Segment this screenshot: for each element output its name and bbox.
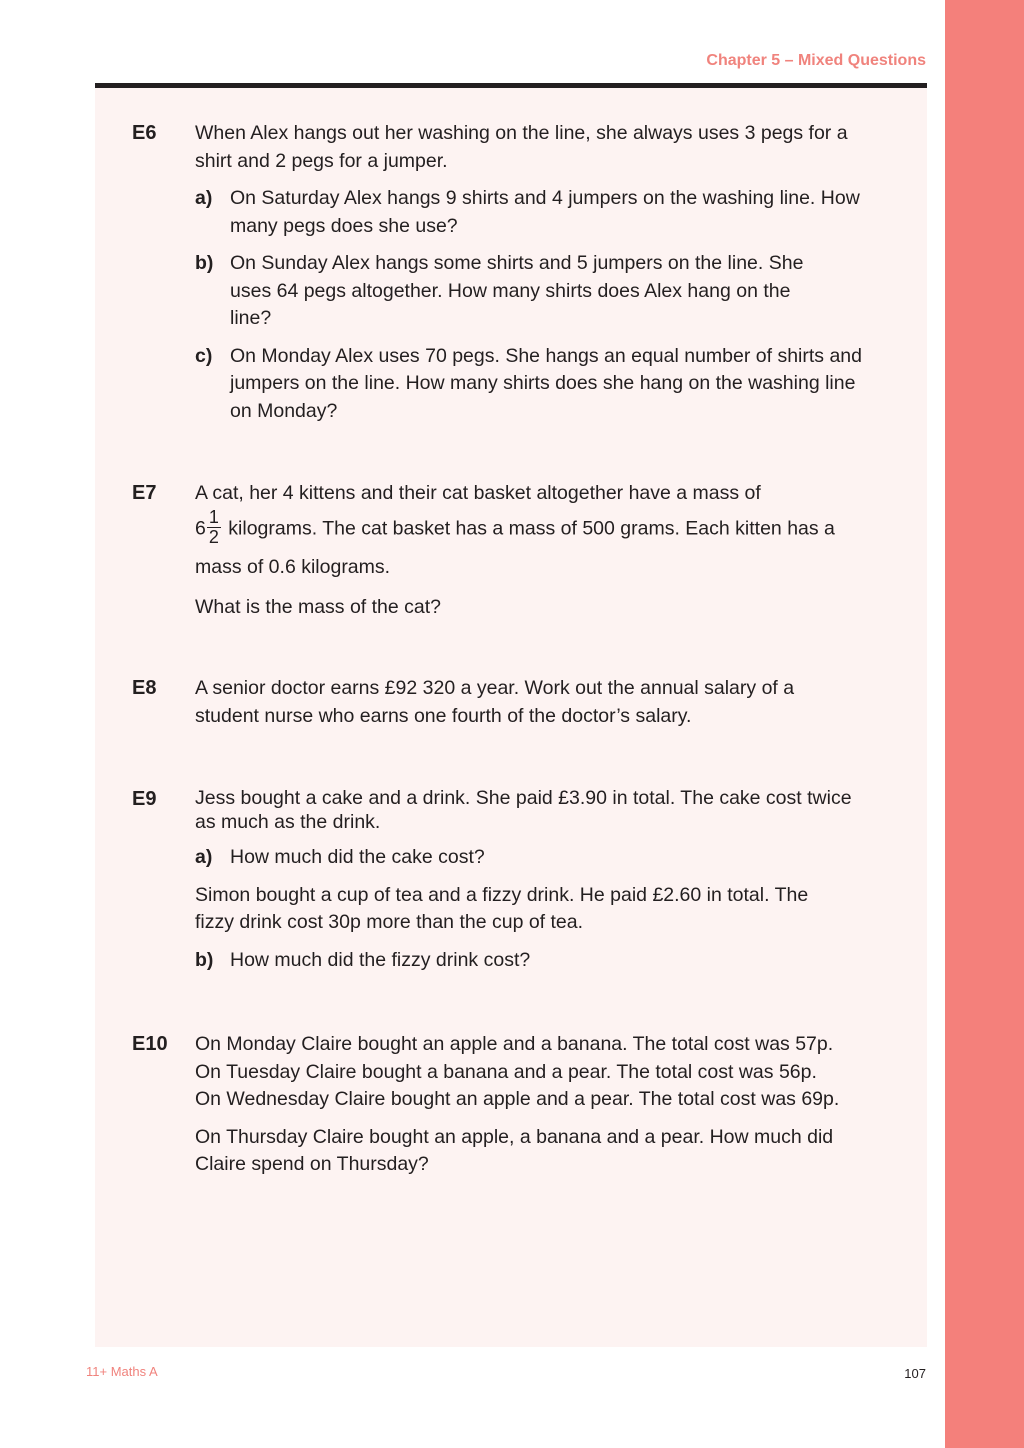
question-mass-text — [195, 506, 885, 586]
question-middle: Simon bought a cup of tea and a fizzy drink. He paid £2.60 in total. The fizzy drink cost 30p more than the cup of tea. — [195, 883, 809, 933]
part-text: On Sunday Alex hangs some shirts and 5 jumpers on the line. She uses 64 pegs altogether. How many shirts does Alex hang on the line? — [230, 252, 804, 329]
fraction — [207, 508, 221, 547]
question-text: kilograms. The cat basket has a mass of 500 grams. Each kitten has a mass of 0.6 kilograms. — [195, 517, 835, 578]
part-text: On Saturday Alex hangs 9 shirts and 4 jumpers on the washing line. How many pegs does she use? — [230, 187, 860, 237]
question-number: E9 — [132, 788, 157, 810]
question-text: A senior doctor earns £92 320 a year. Work out the annual salary of a student nurse who earns one fourth of the doctor’s salary. — [195, 677, 795, 727]
part-text: On Monday Alex uses 70 pegs. She hangs an equal number of shirts and jumpers on the line. How many shirts does she hang on the washing line on Monday? — [230, 344, 862, 422]
fraction-denominator: 2 — [208, 526, 219, 547]
question-number: E7 — [132, 482, 157, 504]
part-label: b) — [195, 252, 214, 274]
part-label: b) — [195, 948, 214, 971]
chapter-title: Chapter 5 – Mixed Questions — [706, 52, 926, 69]
question-part-b — [195, 250, 805, 333]
mixed-number-whole: 6 — [195, 517, 206, 540]
question-intro: When Alex hangs out her washing on the line, she always uses 3 pegs for a shirt and 2 pegs for a jumper. — [195, 122, 848, 172]
questions-panel — [95, 88, 927, 1347]
question-part-a — [195, 185, 860, 240]
question-body — [195, 120, 885, 435]
question-part-a — [195, 844, 855, 872]
question-body — [195, 1031, 905, 1189]
part-label: a) — [195, 846, 213, 868]
question-line: On Tuesday Claire bought a banana and a pear. The total cost was 56p. — [195, 1060, 817, 1083]
footer-book-title: 11+ Maths A — [86, 1364, 158, 1379]
question-body — [195, 675, 845, 740]
question-body — [195, 480, 885, 631]
question-line: On Wednesday Claire bought an apple and a pear. The total cost was 69p. — [195, 1088, 840, 1110]
question-prompt: On Thursday Claire bought an apple, a banana and a pear. How much did Claire spend on Thursday? — [195, 1125, 834, 1175]
fraction-numerator: 1 — [208, 506, 219, 527]
question-part-c — [195, 343, 870, 426]
part-label: a) — [195, 187, 213, 209]
page-number: 107 — [904, 1366, 926, 1381]
part-text: How much did the fizzy drink cost? — [230, 948, 531, 971]
side-color-bar — [945, 0, 1024, 1448]
question-body — [195, 786, 855, 984]
question-part-b — [195, 947, 855, 975]
question-prompt: What is the mass of the cat? — [195, 595, 442, 618]
question-line: A cat, her 4 kittens and their cat basket altogether have a mass of — [195, 482, 761, 504]
question-number: E10 — [132, 1033, 168, 1055]
question-intro: Jess bought a cake and a drink. She paid £3.90 in total. The cake cost twice as much as the drink. — [195, 787, 852, 833]
question-line: On Monday Claire bought an apple and a banana. The total cost was 57p. — [195, 1033, 834, 1055]
part-label: c) — [195, 344, 213, 367]
question-number: E8 — [132, 677, 157, 699]
part-text: How much did the cake cost? — [230, 846, 485, 868]
question-number: E6 — [132, 122, 157, 144]
